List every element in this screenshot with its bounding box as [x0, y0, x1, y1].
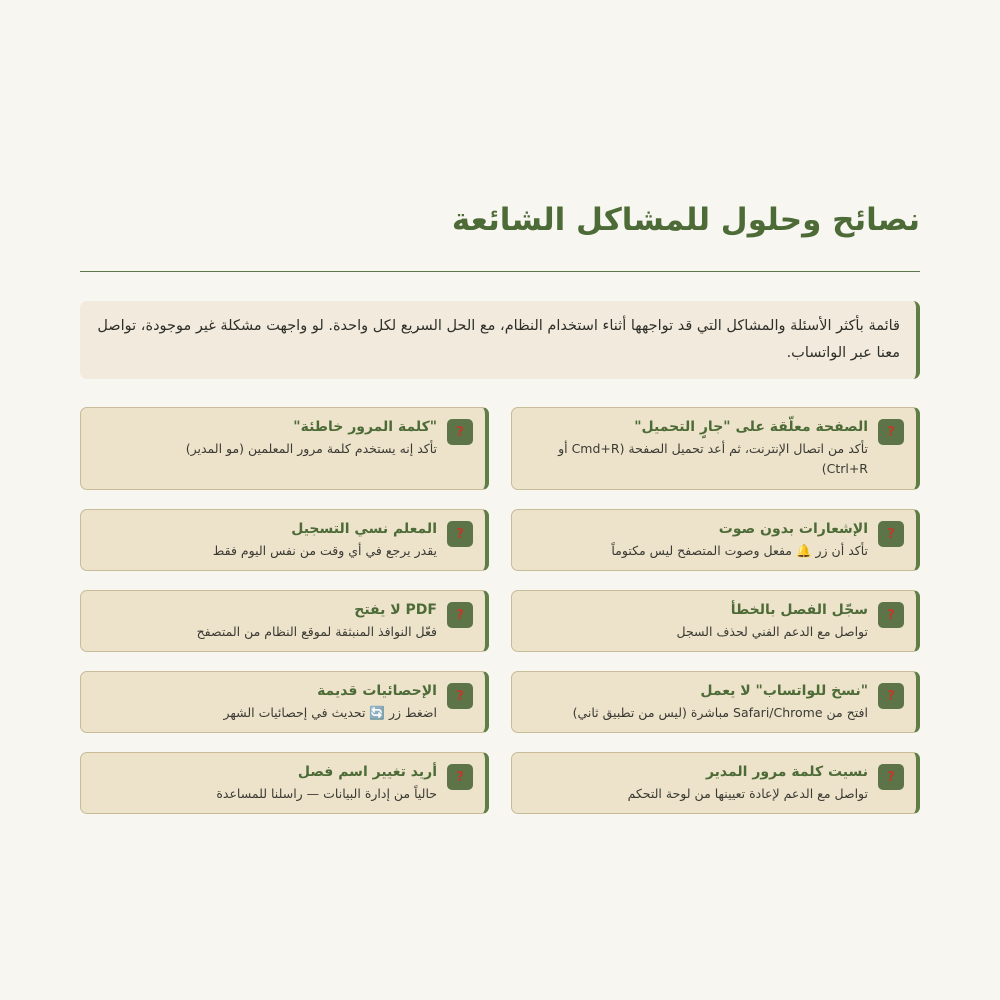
- question-mark-icon: ?: [447, 521, 473, 547]
- faq-card-text: [522, 762, 868, 804]
- faq-card-silent-notifications: [511, 509, 920, 571]
- intro-text: قائمة بأكثر الأسئلة والمشاكل التي قد تواجهها أثناء استخدام النظام، مع الحل السريع لكل واحدة. لو واجهت مشكلة غير موجودة، تواصل معنا عبر الواتساب.: [97, 318, 900, 361]
- question-mark-icon: ?: [878, 419, 904, 445]
- faq-card-whatsapp-copy: [511, 671, 920, 733]
- faq-card-desc: تواصل مع الدعم لإعادة تعيينها من لوحة التحكم: [627, 786, 868, 801]
- faq-card-title: "نسخ للواتساب" لا يعمل: [700, 683, 868, 699]
- faq-card-text: [91, 519, 437, 561]
- faq-card-wrong-password: [80, 407, 489, 490]
- question-mark-icon: ?: [878, 764, 904, 790]
- faq-card-text: [91, 417, 437, 459]
- faq-card-text: [91, 762, 437, 804]
- title-divider: [80, 271, 920, 272]
- faq-card-text: [522, 417, 868, 479]
- faq-card-title: الصفحة معلّقة على "جارٍ التحميل": [634, 419, 868, 435]
- question-mark-icon: ?: [878, 602, 904, 628]
- faq-card-desc: تواصل مع الدعم الفني لحذف السجل: [676, 624, 868, 639]
- faq-card-forgot-admin-password: [511, 752, 920, 814]
- faq-card-desc: حالياً من إدارة البيانات — راسلنا للمساعدة: [216, 786, 437, 801]
- faq-card-page-loading: [511, 407, 920, 490]
- faq-card-desc: افتح من Safari/Chrome مباشرة (ليس من تطبيق ثاني): [572, 705, 868, 720]
- faq-card-title: أريد تغيير اسم فصل: [297, 764, 437, 780]
- faq-card-rename-class: [80, 752, 489, 814]
- faq-card-desc: تأكد أن زر 🔔 مفعل وصوت المتصفح ليس مكتوماً: [611, 543, 868, 558]
- faq-card-title: الإحصائيات قديمة: [317, 683, 437, 699]
- faq-card-title: "كلمة المرور خاطئة": [293, 419, 437, 435]
- faq-card-text: [522, 681, 868, 723]
- question-mark-icon: ?: [878, 683, 904, 709]
- question-mark-icon: ?: [447, 764, 473, 790]
- faq-card-title: نسيت كلمة مرور المدير: [705, 764, 868, 780]
- faq-card-title: المعلم نسي التسجيل: [291, 521, 437, 537]
- intro-callout: [80, 301, 920, 379]
- faq-card-title: الإشعارات بدون صوت: [718, 521, 868, 537]
- faq-card-desc: فعّل النوافذ المنبثقة لموقع النظام من المتصفح: [196, 624, 437, 639]
- faq-card-desc: يقدر يرجع في أي وقت من نفس اليوم فقط: [212, 543, 437, 558]
- faq-card-text: [522, 600, 868, 642]
- page-title: نصائح وحلول للمشاكل الشائعة: [451, 202, 920, 238]
- question-mark-icon: ?: [447, 683, 473, 709]
- question-mark-icon: ?: [447, 602, 473, 628]
- faq-card-text: [91, 600, 437, 642]
- faq-grid: [80, 407, 920, 814]
- faq-card-teacher-forgot: [80, 509, 489, 571]
- question-mark-icon: ?: [878, 521, 904, 547]
- faq-card-text: [522, 519, 868, 561]
- faq-card-desc: تأكد من اتصال الإنترنت، ثم أعد تحميل الصفحة (Cmd+R أو Ctrl+R): [558, 441, 868, 476]
- faq-card-old-stats: [80, 671, 489, 733]
- faq-card-title: سجّل الفصل بالخطأ: [730, 602, 868, 618]
- faq-card-desc: اضغط زر 🔄 تحديث في إحصائيات الشهر: [223, 705, 437, 720]
- faq-card-pdf-not-opening: [80, 590, 489, 652]
- faq-card-desc: تأكد إنه يستخدم كلمة مرور المعلمين (مو المدير): [185, 441, 437, 456]
- faq-card-wrong-class-log: [511, 590, 920, 652]
- faq-card-title: PDF لا يفتح: [354, 602, 437, 618]
- faq-card-text: [91, 681, 437, 723]
- question-mark-icon: ?: [447, 419, 473, 445]
